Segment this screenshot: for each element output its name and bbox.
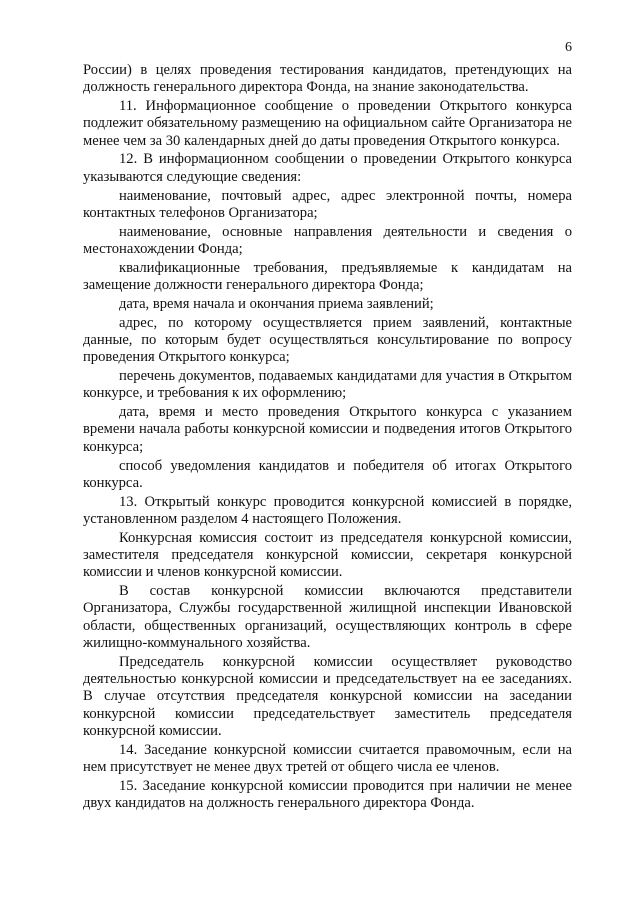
paragraph-item-15: 15. Заседание конкурсной комиссии проводится при наличии не менее двух кандидатов на должность генерального директора Фонда. xyxy=(83,777,572,812)
paragraph-item-11: 11. Информационное сообщение о проведении Открытого конкурса подлежит обязательному размещению на официальном сайте Организатора не менее чем за 30 календарных дней до даты проведения Открытого конкурса. xyxy=(83,98,572,149)
list-item-qualification: квалификационные требования, предъявляемые к кандидатам на замещение должности генерального директора Фонда; xyxy=(83,259,572,294)
list-item-documents: перечень документов, подаваемых кандидатами для участия в Открытом конкурсе, и требования к их оформлению; xyxy=(83,368,572,402)
list-item-address: адрес, по которому осуществляется прием заявлений, контактные данные, по которым будет осуществляться консультирование по вопросу проведения Открытого конкурса; xyxy=(83,314,572,366)
paragraph-commission-members: В состав конкурсной комиссии включаются представители Организатора, Службы государственной жилищной инспекции Ивановской области, общественных организаций, осуществляющих контроль в сфере жилищно-коммунального хозяйства. xyxy=(83,583,572,651)
page-number: 6 xyxy=(565,40,572,55)
document-body xyxy=(83,62,572,814)
paragraph-item-14: 14. Заседание конкурсной комиссии считается правомочным, если на нем присутствует не менее двух третей от общего числа ее членов. xyxy=(83,741,572,776)
list-item-notification: способ уведомления кандидатов и победителя об итогах Открытого конкурса. xyxy=(83,457,572,491)
paragraph-item-13: 13. Открытый конкурс проводится конкурсной комиссией в порядке, установленном разделом 4 настоящего Положения. xyxy=(83,493,572,527)
paragraph-chairman: Председатель конкурсной комиссии осуществляет руководство деятельностью конкурсной комиссии и председательствует на ее заседаниях. В случае отсутствия председателя конкурсной комиссии на заседании конкурсной комиссии председательствует заместитель председателя конкурсной комиссии. xyxy=(83,653,572,739)
paragraph-commission-composition: Конкурсная комиссия состоит из председателя конкурсной комиссии, заместителя председателя конкурсной комиссии, секретаря конкурсной комиссии и членов конкурсной комиссии. xyxy=(83,529,572,581)
list-item-contest-time-place: дата, время и место проведения Открытого конкурса с указанием времени начала работы конкурсной комиссии и подведения итогов Открытого конкурса; xyxy=(83,404,572,455)
list-item-application-dates: дата, время начала и окончания приема заявлений; xyxy=(119,295,434,312)
list-item-organizer-contacts: наименование, почтовый адрес, адрес электронной почты, номера контактных телефонов Организатора; xyxy=(83,187,572,221)
paragraph-item-12: 12. В информационном сообщении о проведении Открытого конкурса указываются следующие сведения: xyxy=(83,151,572,185)
list-item-fund-info: наименование, основные направления деятельности и сведения о местонахождении Фонда; xyxy=(83,223,572,257)
paragraph-continuation: России) в целях проведения тестирования кандидатов, претендующих на должность генерального директора Фонда, на знание законодательства. xyxy=(83,62,572,96)
